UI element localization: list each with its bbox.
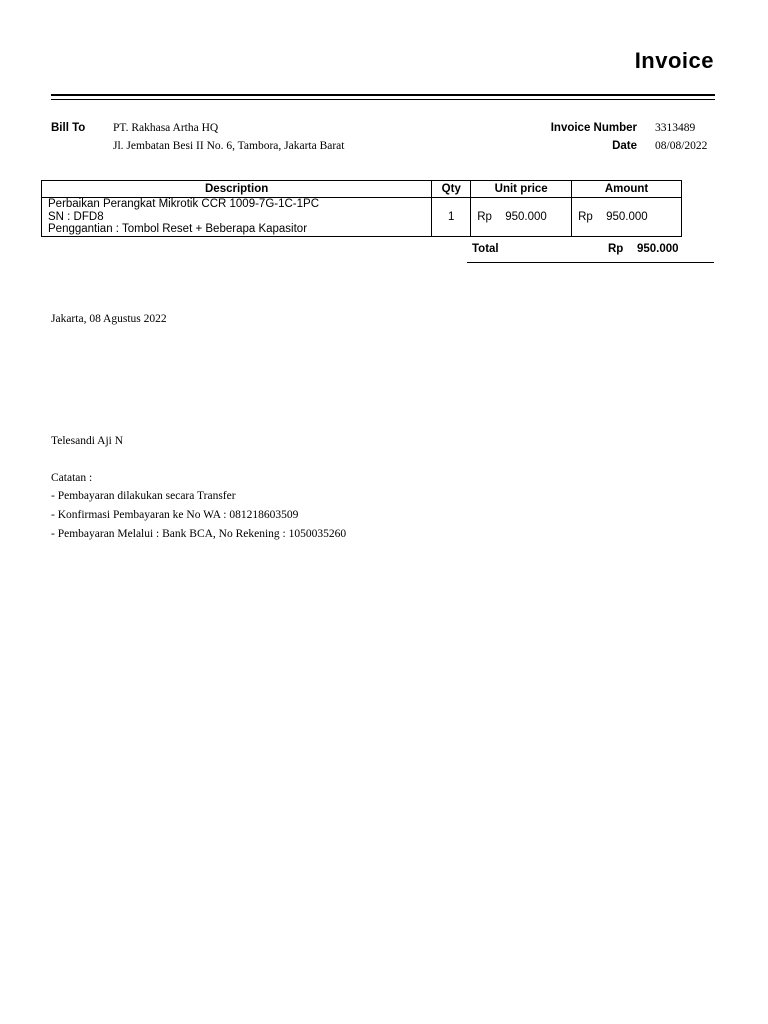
item-qty: 1	[432, 198, 471, 237]
item-description	[42, 198, 432, 237]
table-row	[42, 198, 682, 237]
item-unit-price	[471, 198, 572, 237]
header-description: Description	[42, 181, 432, 198]
total-currency: Rp	[608, 243, 624, 255]
unit-price-currency: Rp	[477, 210, 492, 223]
invoice-date-value: 08/08/2022	[655, 140, 708, 152]
header-divider	[51, 94, 715, 100]
note-item: - Pembayaran dilakukan secara Transfer	[51, 490, 236, 502]
invoice-date-label: Date	[612, 140, 637, 152]
place-and-date: Jakarta, 08 Agustus 2022	[51, 313, 167, 325]
bill-to-address: Jl. Jembatan Besi II No. 6, Tambora, Jakarta Barat	[113, 140, 345, 152]
line-items-table	[41, 180, 682, 237]
document-title: Invoice	[634, 48, 714, 73]
item-amount	[572, 198, 682, 237]
total-label: Total	[472, 243, 499, 255]
table-header-row	[42, 181, 682, 198]
notes-title: Catatan :	[51, 472, 93, 484]
note-item: - Pembayaran Melalui : Bank BCA, No Rekening : 1050035260	[51, 528, 347, 540]
item-description-line: Perbaikan Perangkat Mikrotik CCR 1009-7G-1C-1PC	[48, 198, 319, 210]
header-qty: Qty	[432, 181, 471, 198]
total-underline	[467, 262, 714, 263]
item-serial-line: SN : DFD8	[48, 210, 104, 223]
bill-to-name: PT. Rakhasa Artha HQ	[113, 122, 219, 134]
header-amount: Amount	[572, 181, 682, 198]
item-replacement-line: Penggantian : Tombol Reset + Beberapa Kapasitor	[48, 223, 308, 235]
invoice-number-value: 3313489	[655, 122, 696, 134]
bill-to-label: Bill To	[51, 122, 86, 134]
header-unit-price: Unit price	[471, 181, 572, 198]
total-value: 950.000	[637, 243, 679, 255]
note-item: - Konfirmasi Pembayaran ke No WA : 081218603509	[51, 509, 299, 521]
unit-price-value: 950.000	[505, 210, 547, 223]
amount-currency: Rp	[578, 210, 593, 223]
amount-value: 950.000	[606, 210, 648, 223]
signer-name: Telesandi Aji N	[51, 435, 124, 447]
invoice-number-label: Invoice Number	[550, 122, 637, 134]
